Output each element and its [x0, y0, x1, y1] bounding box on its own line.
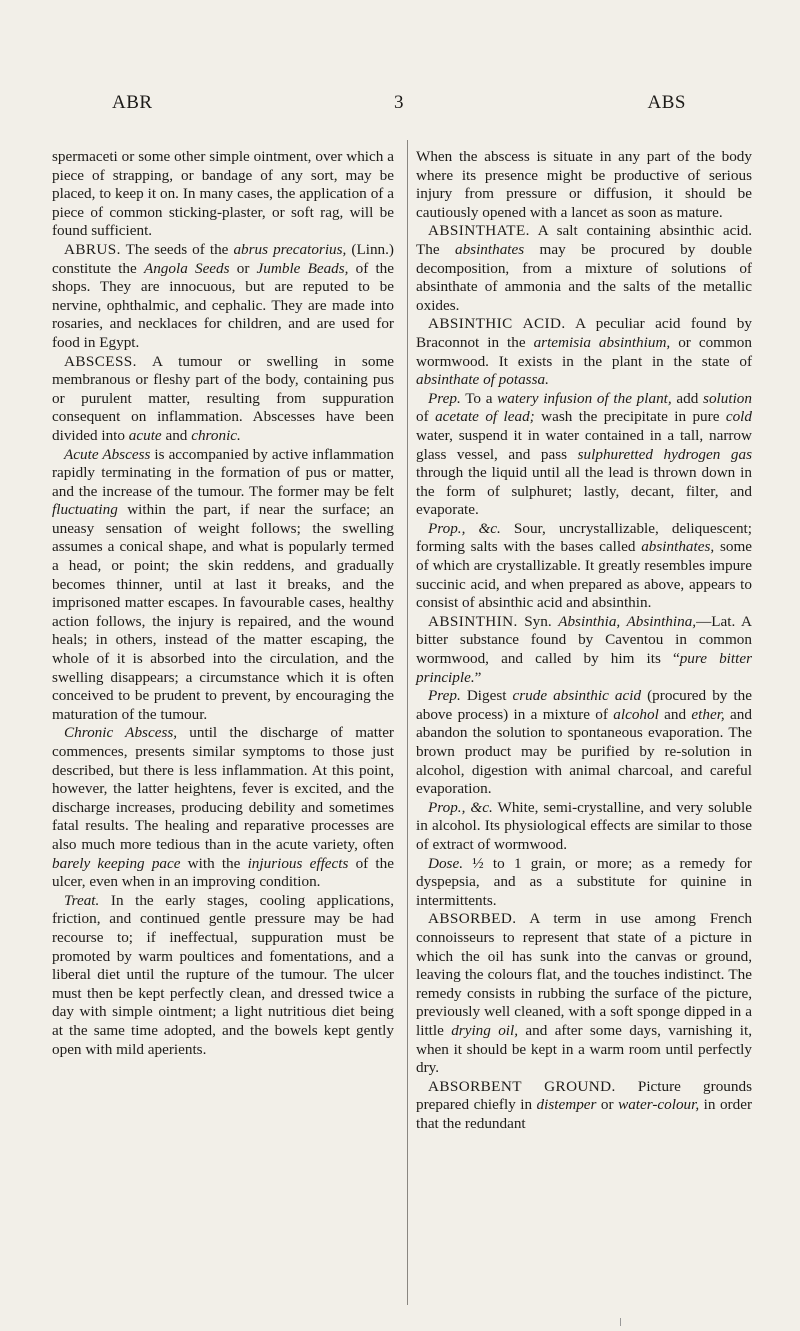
entry-text: ”: [474, 668, 482, 686]
entry-text: some of which are crystallizable. It greatly resembles impure succinic acid, and when prepared as above, appears to consist of absinthic acid and absinthin.: [416, 538, 753, 612]
entry-italic: abrus precatorius,: [233, 240, 347, 258]
entry-text: or common wormwood. It exists in the plant in the state of: [416, 333, 752, 370]
entry-text: within the part, if near the surface; an uneasy sensation of weight follows; the swelling assumes a conical shape, and what is popularly termed a head, or point; the skin reddens, and gradually becomes thinner, until at last it breaks, and the imprisoned matter escapes. In favourable cases, healthy action follows, the injury is repaired, and the wound heals; in others, instead of the matter escaping, the whole of it is absorbed into the circulation, and the swelling disappears; a circumstance which it is often conceived to be prudent to prevent, by encouraging the maturation of the tumour.: [52, 501, 394, 723]
entry-italic: watery infusion of the plant,: [497, 389, 672, 407]
entry-text: and: [161, 426, 192, 444]
entry-text: is accompanied by active inflammation rapidly terminating in the formation of pus or matter, and the increase of the tumour. The former may be felt: [52, 445, 394, 500]
entry-text: water, suspend it in water contained in a tall, narrow glass vessel, and pass: [416, 426, 752, 463]
entry-italic: acetate of lead;: [435, 408, 535, 426]
entry-italic: injurious effects: [247, 854, 349, 872]
entry-text: (procured by the above process) in a mixture of: [416, 687, 752, 723]
entry-italic: absinthates,: [641, 538, 715, 556]
entry-text: and abandon the solution to spontaneous evaporation. The brown product may be purified by re-solution in alcohol, digestion with animal charcoal, and careful evaporation.: [416, 705, 752, 798]
entry-text: of: [416, 408, 436, 426]
entry-italic: crude absinthic acid: [512, 687, 642, 705]
entry-text: through the liquid until all the lead is thrown down in the form of sulphuret; lastly, decant, filter, and evaporate.: [416, 464, 752, 519]
entry-text: or: [229, 259, 257, 277]
entry-absorbent-ground: [416, 1078, 752, 1134]
header-left-guideword: ABR: [112, 92, 153, 113]
entry-text: White, semi-crystalline, and very soluble in alcohol. Its physiological effects are similar to those of extract of wormwood.: [416, 798, 752, 853]
entry-absorbed: [416, 910, 752, 1077]
page-number: 3: [394, 92, 404, 113]
entry-italic: water-colour,: [618, 1096, 700, 1114]
entry-italic: acute: [128, 426, 162, 444]
entry-absinthic-acid: [416, 315, 752, 389]
subentry-preparation: [416, 687, 752, 799]
subentry-properties: [416, 520, 752, 613]
entry-italic: sulphuretted hydrogen gas: [577, 445, 753, 463]
subentry-heading: Chronic Abscess,: [64, 724, 178, 742]
entry-italic: drying oil,: [451, 1021, 519, 1039]
entry-italic: chronic.: [191, 426, 241, 444]
subentry-dose: [416, 855, 752, 911]
entry-text: add: [671, 389, 704, 407]
entry-term: ABSCESS.: [64, 352, 137, 370]
entry-absinthate: [416, 222, 752, 315]
entry-text: A peculiar acid found by Braconnot in the: [416, 315, 752, 351]
subentry-chronic-abscess: [52, 724, 394, 891]
entry-italic: artemisia absinthium,: [533, 333, 671, 351]
entry-text: The seeds of the: [120, 240, 234, 258]
entry-italic: fluctuating: [52, 501, 118, 519]
entry-italic: alcohol: [613, 705, 659, 723]
entry-text: and: [658, 705, 692, 723]
entry-term: ABSORBENT GROUND.: [428, 1077, 616, 1095]
entry-italic: Absinthia, Absinthina,: [558, 612, 697, 630]
subentry-heading: Acute Abscess: [64, 445, 151, 463]
entry-text: and after some days, varnishing it, when it should be kept in a warm room until perfectly dry.: [416, 1021, 752, 1077]
subentry-heading: Prop., &c.: [428, 798, 493, 816]
entry-text: Picture grounds prepared chiefly in: [416, 1077, 752, 1114]
entry-italic: pure bitter principle.: [416, 650, 752, 686]
entry-absinthin: [416, 613, 752, 687]
subentry-acute-abscess: [52, 446, 394, 725]
subentry-properties: [416, 799, 752, 855]
scan-mark: [620, 1318, 627, 1326]
entry-term: ABSORBED.: [428, 910, 517, 928]
entry-text: may be procured by double decomposition, from a mixture of solutions of absinthate of ammonia and the salts of the metallic oxides.: [416, 240, 752, 314]
running-header: [52, 92, 748, 122]
subentry-heading: Treat.: [64, 891, 100, 909]
subentry-preparation: [416, 390, 752, 520]
entry-text: Sour, uncrystallizable, deliquescent; forming salts with the bases called: [416, 519, 752, 556]
left-column: [52, 148, 394, 1059]
entry-text: Digest: [460, 687, 513, 705]
paragraph-continuation: spermaceti or some other simple ointment, over which a piece of strapping, or bandage of any sort, may be placed, to keep it on. In many cases, the application of a piece of common sticking-plaster, or soft rag, will be found sufficient.: [52, 148, 394, 240]
entry-italic: barely keeping pace: [52, 854, 181, 872]
entry-term: ABSINTHATE.: [428, 222, 530, 240]
entry-text: A salt containing absinthic acid. The: [416, 222, 752, 258]
paragraph-continuation: When the abscess is situate in any part of the body where its presence might be productive of serious injury from pressure or diffusion, it should be cautiously opened with a lancet as soon as mature.: [416, 148, 752, 221]
entry-text: of the ulcer, even when in an improving condition.: [52, 854, 394, 891]
subentry-heading: Prep.: [428, 389, 461, 407]
entry-text: or: [596, 1096, 619, 1114]
entry-text: To a: [460, 389, 498, 407]
entry-text: ½ to 1 grain, or more; as a remedy for dyspepsia, and as a substitute for quinine in intermittents.: [416, 854, 752, 909]
subentry-heading: Prep.: [428, 687, 461, 705]
entry-abscess: [52, 353, 394, 446]
entry-term: ABRUS.: [64, 240, 121, 258]
entry-text: wash the precipitate in pure: [534, 408, 726, 426]
entry-italic: Angola Seeds: [143, 259, 230, 277]
entry-text: with the: [180, 854, 248, 872]
entry-italic: solution: [703, 389, 752, 407]
entry-text: in order that the redundant: [416, 1096, 752, 1132]
entry-italic: distemper: [536, 1096, 597, 1114]
entry-text: Syn.: [517, 612, 559, 630]
subentry-heading: Prop., &c.: [428, 519, 501, 537]
header-right-guideword: ABS: [647, 92, 686, 113]
entry-text: A tumour or swelling in some membranous or fleshy part of the body, containing pus or purulent matter, resulting from suppuration consequent on inflammation. Abscesses have been divided into: [52, 352, 394, 444]
entry-italic: ether,: [691, 705, 725, 723]
entry-text: until the discharge of matter commences, presents similar symptoms to those just described, but there is less inflammation. At this point, however, the latter heightens, fever is excited, and the discharge increases, producing debility and sometimes fatal results. The healing and reparative processes are also much more tedious than in the acute variety, often: [52, 724, 394, 853]
column-divider: [407, 140, 408, 1305]
entry-text: (Linn.) constitute the: [52, 240, 394, 277]
right-column: [416, 148, 752, 1133]
entry-text: of the shops. They are innocuous, but are reputed to be nervine, ophthalmic, and cephalic. They are made into rosaries, and necklaces for children, and are used for food in Egypt.: [52, 259, 395, 351]
entry-text: In the early stages, cooling applications, friction, and continued gentle pressure may be had recourse to; if ineffectual, suppuration must be promoted by warm poultices and fomentations, and a liberal diet until the rupture of the tumour. The ulcer must then be kept perfectly clean, and dressed twice a day with simple ointment; a light nutritious diet being at the same time adopted, and the bowels kept gently open with mild aperients.: [52, 891, 394, 1058]
subentry-treatment: [52, 892, 394, 1059]
entry-italic: absinthate of potassa.: [416, 371, 549, 389]
entry-italic: Jumble Beads,: [256, 259, 349, 277]
subentry-heading: Dose.: [428, 854, 464, 872]
entry-italic: absinthates: [454, 240, 525, 258]
entry-italic: cold: [725, 408, 752, 426]
entry-term: ABSINTHIC ACID.: [428, 315, 566, 333]
entry-term: ABSINTHIN.: [428, 612, 518, 630]
entry-abrus: [52, 241, 394, 353]
entry-text: A term in use among French connoisseurs to represent that state of a picture in which the oil has sunk into the canvas or ground, leaving the colours flat, and the touches indistinct. The remedy consists in rubbing the surface of the picture, previously well cleaned, with a soft sponge dipped in a little: [416, 910, 752, 1039]
entry-text: —Lat. A bitter substance found by Caventou in common wormwood, and called by him its “: [416, 612, 752, 668]
